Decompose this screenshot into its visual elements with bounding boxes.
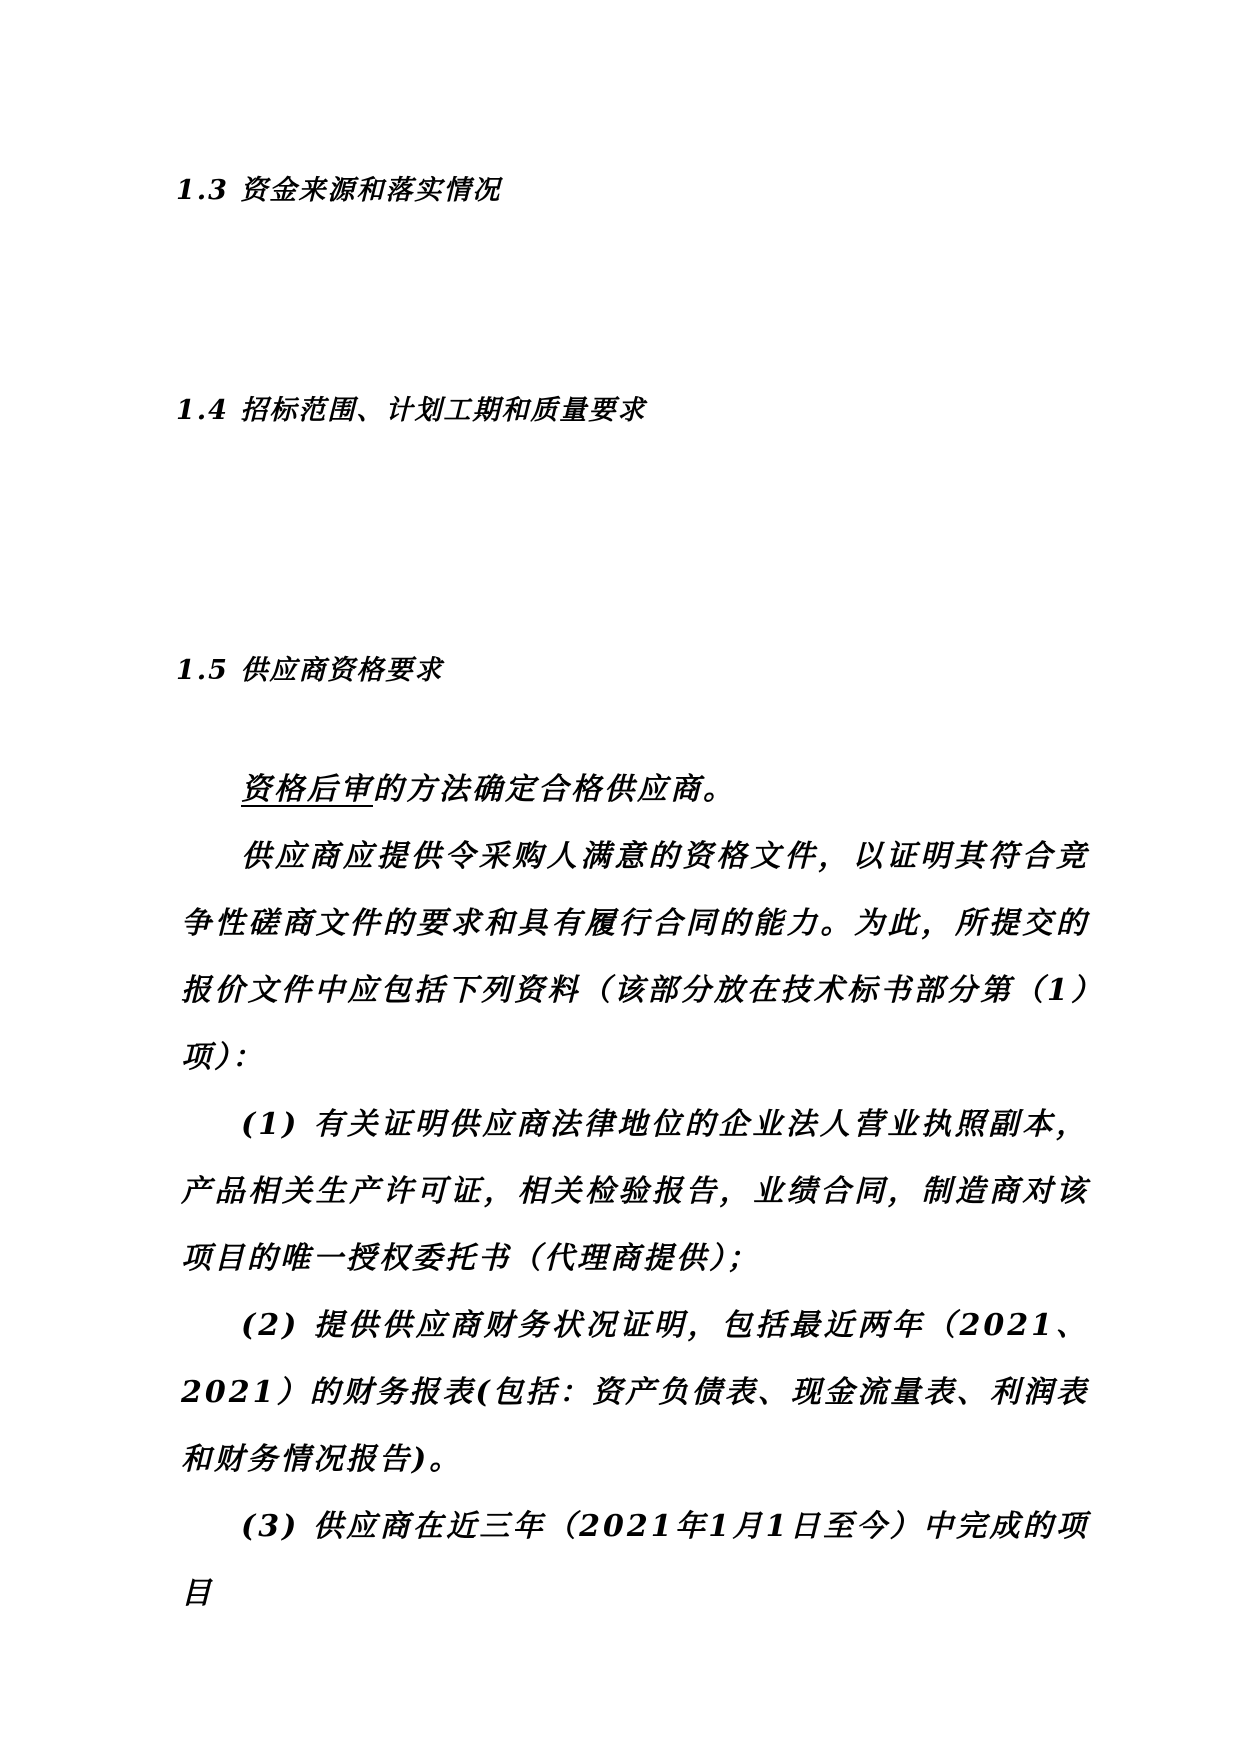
list-item-3: (3) 供应商在近三年（2021年1月1日至今）中完成的项目 bbox=[181, 1509, 1089, 1611]
underlined-term: 资格后审 bbox=[241, 772, 373, 807]
section-heading-1-4: 1.4 招标范围、计划工期和质量要求 bbox=[176, 395, 647, 426]
paragraph-text: 的方法确定合格供应商。 bbox=[373, 772, 736, 807]
paragraph-qualification-method bbox=[181, 756, 1089, 823]
list-item-2: (2) 提供供应商财务状况证明，包括最近两年（2021、2021）的财务报表(包括：资产负债表、现金流量表、利润表和财务情况报告)。 bbox=[181, 1308, 1089, 1477]
paragraph-qualification-documents: 供应商应提供令采购人满意的资格文件，以证明其符合竞争性磋商文件的要求和具有履行合同的能力。为此，所提交的报价文件中应包括下列资料（该部分放在技术标书部分第（1）项）： bbox=[181, 839, 1089, 1075]
list-item-1: (1) 有关证明供应商法律地位的企业法人营业执照副本，产品相关生产许可证，相关检验报告，业绩合同，制造商对该项目的唯一授权委托书（代理商提供）； bbox=[181, 1107, 1089, 1276]
section-heading-1-5: 1.5 供应商资格要求 bbox=[176, 655, 444, 686]
section-heading-1-3: 1.3 资金来源和落实情况 bbox=[176, 175, 502, 206]
